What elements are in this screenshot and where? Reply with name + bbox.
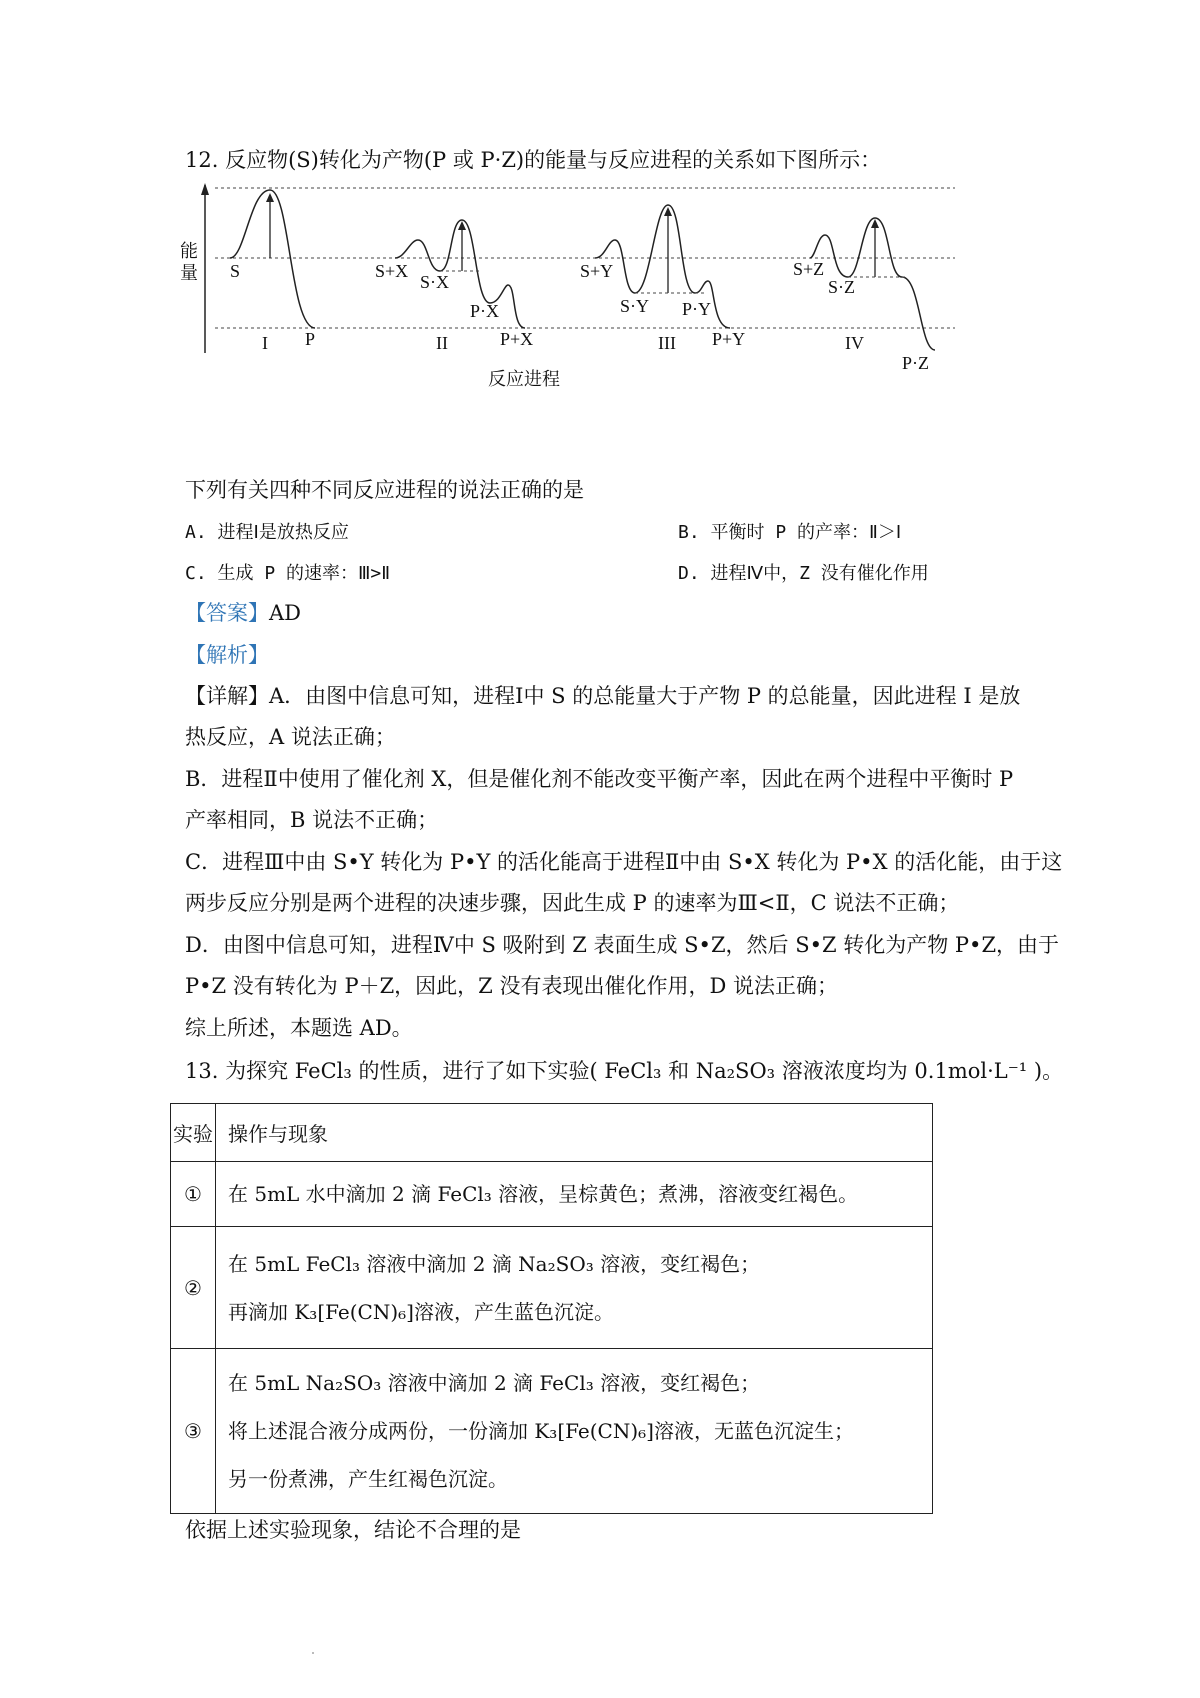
curve-process-2 bbox=[395, 220, 525, 328]
header-experiment: 实验 bbox=[171, 1104, 216, 1162]
experiment-2-line-1: 在 5mL FeCl₃ 溶液中滴加 2 滴 Na₂SO₃ 溶液，变红褐色； bbox=[228, 1251, 761, 1276]
detail-line-4: 产率相同，B 说法不正确； bbox=[185, 808, 439, 832]
table-header-row bbox=[171, 1104, 933, 1162]
label-P-plus-X: P+X bbox=[500, 329, 534, 349]
question-12-prompt: 下列有关四种不同反应进程的说法正确的是 bbox=[185, 478, 584, 502]
y-axis-label-1: 能 bbox=[180, 241, 198, 261]
option-b[interactable] bbox=[678, 516, 901, 548]
detail-line-5: C．进程Ⅲ中由 S•Y 转化为 P•Y 的活化能高于进程Ⅱ中由 S•X 转化为 P•X 的活化能，由于这 bbox=[185, 850, 1063, 874]
label-S-plus-Z: S+Z bbox=[793, 259, 825, 279]
detail-tag: 【详解】 bbox=[185, 684, 269, 708]
label-P-dot-Y: P·Y bbox=[682, 299, 712, 319]
detail-line-1 bbox=[185, 681, 1020, 711]
experiment-3-line-2: 将上述混合液分成两份，一份滴加 K₃[Fe(CN)₆]溶液，无蓝色沉淀生； bbox=[228, 1419, 854, 1443]
experiment-2-line-2: 再滴加 K₃[Fe(CN)₆]溶液，产生蓝色沉淀。 bbox=[228, 1299, 614, 1324]
experiment-3-desc bbox=[216, 1349, 933, 1514]
header-procedure: 操作与现象 bbox=[216, 1104, 933, 1162]
detail-text-1: A．由图中信息可知，进程Ⅰ中 S 的总能量大于产物 P 的总能量，因此进程 I 是放 bbox=[269, 684, 1021, 708]
label-P-dot-Z: P·Z bbox=[902, 353, 929, 373]
detail-line-6: 两步反应分别是两个进程的决速步骤，因此生成 P 的速率为Ⅲ<Ⅱ，C 说法不正确； bbox=[185, 891, 960, 915]
energy-diagram bbox=[180, 185, 1050, 425]
detail-line-9: 综上所述，本题选 AD。 bbox=[185, 1016, 413, 1040]
label-III: III bbox=[658, 333, 676, 353]
label-S-dot-Z: S·Z bbox=[828, 277, 855, 297]
experiment-1-desc bbox=[216, 1162, 933, 1227]
label-P: P bbox=[305, 329, 316, 349]
detail-line-7: D．由图中信息可知，进程Ⅳ中 S 吸附到 Z 表面生成 S•Z，然后 S•Z 转化为产物 P•Z，由于 bbox=[185, 933, 1060, 957]
label-S-plus-X: S+X bbox=[375, 261, 409, 281]
answer-value: AD bbox=[269, 601, 302, 625]
label-P-plus-Y: P+Y bbox=[712, 329, 746, 349]
option-a-text: A. 进程Ⅰ是放热反应 bbox=[185, 522, 349, 543]
option-c-text: C. 生成 P 的速率：Ⅲ>Ⅱ bbox=[185, 563, 391, 584]
label-II: II bbox=[436, 333, 448, 353]
answer-tag: 【答案】 bbox=[185, 601, 269, 625]
label-IV: IV bbox=[845, 333, 864, 353]
y-axis-label-2: 量 bbox=[180, 263, 198, 283]
label-S-plus-Y: S+Y bbox=[580, 261, 614, 281]
label-S-dot-Y: S·Y bbox=[620, 296, 650, 316]
experiment-2-desc bbox=[216, 1227, 933, 1349]
x-axis-label: 反应进程 bbox=[488, 369, 560, 389]
curve-process-1 bbox=[230, 190, 315, 328]
experiment-number-2: ② bbox=[171, 1227, 216, 1349]
label-P-dot-X: P·X bbox=[470, 301, 500, 321]
experiment-table bbox=[170, 1103, 933, 1514]
experiment-1-line-1: 在 5mL 水中滴加 2 滴 FeCl₃ 溶液，呈棕黄色；煮沸，溶液变红褐色。 bbox=[228, 1182, 859, 1206]
question-13-stem: 13. 为探究 FeCl₃ 的性质，进行了如下实验( FeCl₃ 和 Na₂SO₃ 溶液浓度均为 0.1mol·L⁻¹ )。 bbox=[185, 1059, 1064, 1083]
table-row bbox=[171, 1227, 933, 1349]
analysis-tag: 【解析】 bbox=[185, 643, 269, 667]
option-d[interactable] bbox=[678, 557, 929, 589]
table-row bbox=[171, 1162, 933, 1227]
option-c[interactable] bbox=[185, 557, 390, 589]
option-b-text: B. 平衡时 P 的产率：Ⅱ＞Ⅰ bbox=[678, 522, 902, 543]
label-S: S bbox=[230, 261, 241, 281]
speck bbox=[312, 1652, 314, 1654]
answer-line bbox=[185, 598, 301, 628]
option-a[interactable] bbox=[185, 516, 349, 548]
label-S-dot-X: S·X bbox=[420, 272, 450, 292]
detail-line-2: 热反应，A 说法正确； bbox=[185, 725, 396, 749]
experiment-3-line-1: 在 5mL Na₂SO₃ 溶液中滴加 2 滴 FeCl₃ 溶液，变红褐色； bbox=[228, 1371, 761, 1395]
experiment-3-line-3: 另一份煮沸，产生红褐色沉淀。 bbox=[228, 1467, 508, 1491]
experiment-number-3: ③ bbox=[171, 1349, 216, 1514]
detail-line-3: B．进程Ⅱ中使用了催化剂 X，但是催化剂不能改变平衡产率，因此在两个进程中平衡时 P bbox=[185, 767, 1014, 791]
label-I: I bbox=[262, 333, 268, 353]
question-12-stem: 12. 反应物(S)转化为产物(P 或 P·Z)的能量与反应进程的关系如下图所示： bbox=[185, 148, 882, 172]
experiment-number-1: ① bbox=[171, 1162, 216, 1227]
detail-line-8: P•Z 没有转化为 P＋Z，因此，Z 没有表现出催化作用，D 说法正确； bbox=[185, 974, 838, 998]
option-d-text: D. 进程Ⅳ中，Z 没有催化作用 bbox=[678, 563, 929, 584]
table-row bbox=[171, 1349, 933, 1514]
question-13-prompt: 依据上述实验现象，结论不合理的是 bbox=[185, 1518, 521, 1542]
